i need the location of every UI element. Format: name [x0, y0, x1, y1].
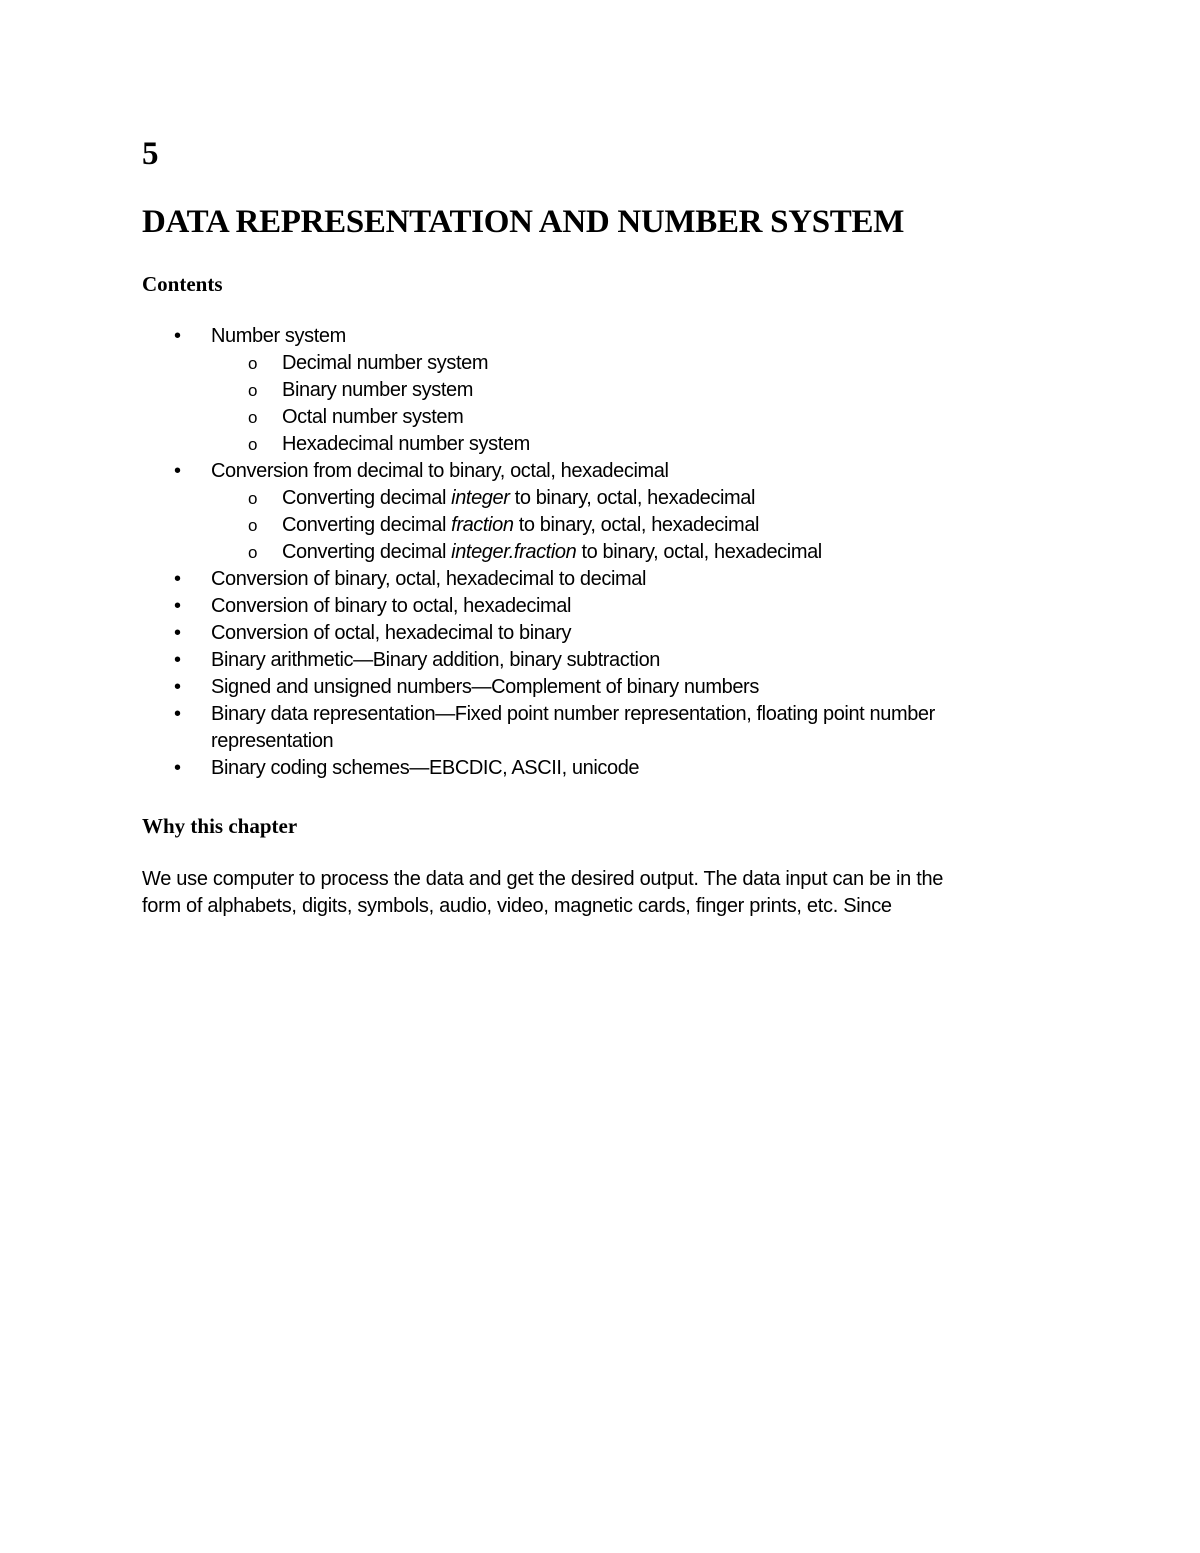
contents-item-text: Conversion of binary to octal, hexadecimal [211, 595, 572, 617]
bullet-marker: • [174, 568, 181, 590]
sub-bullet-marker: o [248, 381, 258, 400]
contents-item-text: Decimal number system [282, 352, 489, 374]
bullet-marker: • [174, 703, 181, 725]
contents-item-text: Number system [211, 325, 346, 347]
contents-list-item [142, 350, 1042, 377]
bullet-marker: • [174, 460, 181, 482]
chapter-number: 5 [142, 136, 159, 172]
sub-bullet-marker: o [248, 354, 258, 373]
paragraph-line: We use computer to process the data and get the desired output. The data input can be in the [142, 868, 944, 890]
contents-item-emphasis: integer [451, 487, 510, 509]
why-chapter-paragraph [142, 866, 1042, 920]
contents-item-text: Binary data representation—Fixed point number representation, floating point number representation [211, 703, 935, 752]
contents-list-item [142, 431, 1042, 458]
contents-item-text: Binary coding schemes—EBCDIC, ASCII, unicode [211, 757, 640, 779]
sub-bullet-marker: o [248, 516, 258, 535]
contents-item-text: Converting decimal [282, 487, 452, 509]
contents-item-text: Conversion from decimal to binary, octal, hexadecimal [211, 460, 669, 482]
contents-list-item [142, 485, 1042, 512]
contents-list [142, 323, 1042, 782]
contents-heading: Contents [142, 272, 223, 296]
contents-item-text: to binary, octal, hexadecimal [513, 514, 760, 536]
contents-list-item [142, 377, 1042, 404]
contents-list-item [142, 755, 1042, 782]
contents-item-emphasis: integer.fraction [451, 541, 577, 563]
contents-item-emphasis: fraction [451, 514, 514, 536]
contents-item-text: Converting decimal [282, 541, 452, 563]
paragraph-line: form of alphabets, digits, symbols, audio, video, magnetic cards, finger prints, etc. Since [142, 895, 892, 917]
contents-list-item [142, 674, 1042, 701]
contents-item-text: Hexadecimal number system [282, 433, 530, 455]
bullet-marker: • [174, 595, 181, 617]
contents-item-text: Signed and unsigned numbers—Complement of binary numbers [211, 676, 759, 698]
why-chapter-heading: Why this chapter [142, 814, 298, 838]
contents-item-text: to binary, octal, hexadecimal [509, 487, 756, 509]
bullet-marker: • [174, 622, 181, 644]
bullet-marker: • [174, 757, 181, 779]
chapter-title: DATA REPRESENTATION AND NUMBER SYSTEM [142, 204, 905, 240]
sub-bullet-marker: o [248, 543, 258, 562]
bullet-marker: • [174, 649, 181, 671]
contents-item-text: to binary, octal, hexadecimal [576, 541, 822, 563]
sub-bullet-marker: o [248, 408, 258, 427]
bullet-marker: • [174, 676, 181, 698]
contents-list-item [142, 404, 1042, 431]
contents-item-text: Binary arithmetic—Binary addition, binary subtraction [211, 649, 661, 671]
contents-list-item [142, 458, 1042, 485]
contents-list-item [142, 323, 1042, 350]
bullet-marker: • [174, 325, 181, 347]
contents-list-item [142, 539, 1042, 566]
contents-item-text: Octal number system [282, 406, 464, 428]
contents-item-text: Conversion of binary, octal, hexadecimal to decimal [211, 568, 647, 590]
contents-item-text: Conversion of octal, hexadecimal to binary [211, 622, 572, 644]
contents-list-item [142, 647, 1042, 674]
contents-list-item [142, 512, 1042, 539]
contents-list-item [142, 593, 1042, 620]
contents-item-text: Binary number system [282, 379, 473, 401]
contents-list-item [142, 620, 1042, 647]
sub-bullet-marker: o [248, 435, 258, 454]
sub-bullet-marker: o [248, 489, 258, 508]
contents-list-item [142, 566, 1042, 593]
contents-list-item [142, 701, 1042, 755]
contents-item-text: Converting decimal [282, 514, 452, 536]
